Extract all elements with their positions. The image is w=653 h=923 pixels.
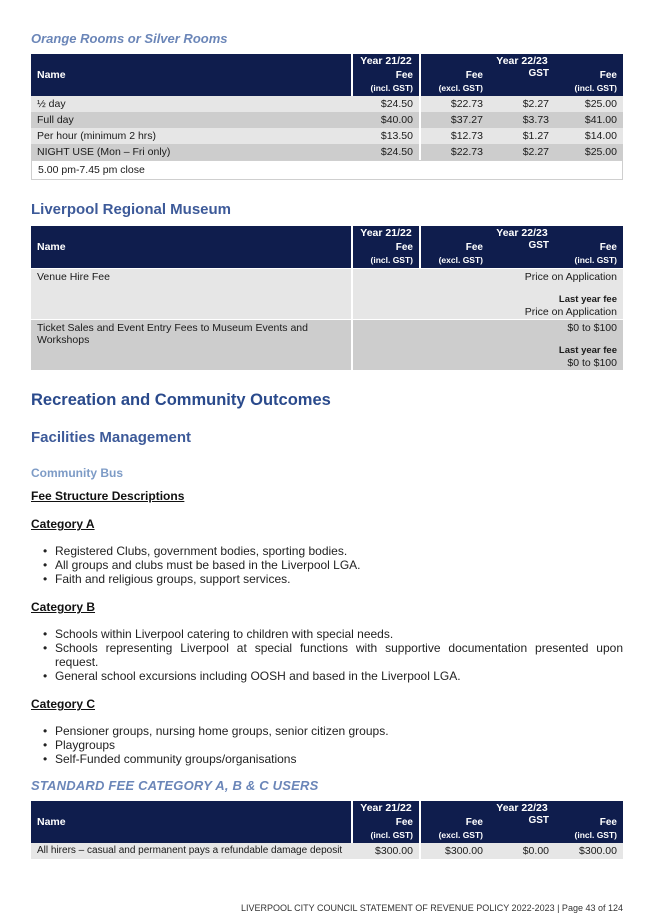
header-year-curr: Year 22/23 xyxy=(421,54,623,68)
row-gst: $1.27 xyxy=(489,128,555,144)
row-name: All hirers – casual and permanent pays a refundable damage deposit xyxy=(31,843,353,859)
header-fee-incl: Fee (incl. GST) xyxy=(555,68,623,96)
row-name: NIGHT USE (Mon – Fri only) xyxy=(31,144,353,160)
table-row xyxy=(31,320,623,370)
header-gst: GST xyxy=(489,240,555,268)
row-fee-incl: $41.00 xyxy=(555,112,623,128)
heading-recreation: Recreation and Community Outcomes xyxy=(31,391,331,409)
table-row xyxy=(31,128,623,144)
table-row xyxy=(31,96,623,112)
heading-facilities: Facilities Management xyxy=(31,429,192,446)
row-fee-excl: $12.73 xyxy=(421,128,489,144)
header-fee-incl: Fee (incl. GST) xyxy=(555,240,623,268)
header-year-curr: Year 22/23 xyxy=(421,226,623,240)
header-fee-prev: Fee (incl. GST) xyxy=(353,68,421,96)
row-fee-prev: $13.50 xyxy=(353,128,421,144)
category-c-list xyxy=(31,724,623,766)
section-title-orange-rooms: Orange Rooms or Silver Rooms xyxy=(31,31,228,46)
table-row xyxy=(31,112,623,128)
list-item: • Pensioner groups, nursing home groups, senior citizen groups. xyxy=(31,724,623,738)
row-gst: $3.73 xyxy=(489,112,555,128)
header-year-prev: Year 21/22 xyxy=(353,54,421,68)
header-name: Name xyxy=(31,226,353,268)
list-item: • General school excursions including OOSH and based in the Liverpool LGA. xyxy=(31,669,623,683)
row-value: Price on Application Last year fee Price on Application xyxy=(524,271,617,318)
header-name: Name xyxy=(31,801,353,843)
header-fee-prev: Fee (incl. GST) xyxy=(353,815,421,843)
header-year-prev: Year 21/22 xyxy=(353,801,421,815)
row-fee-incl: $14.00 xyxy=(555,128,623,144)
list-item: • All groups and clubs must be based in the Liverpool LGA. xyxy=(31,558,623,572)
row-name: ½ day xyxy=(31,96,353,112)
row-gst: $0.00 xyxy=(489,843,555,859)
fee-table-orange-rooms xyxy=(31,54,623,180)
page-footer: LIVERPOOL CITY COUNCIL STATEMENT OF REVENUE POLICY 2022-2023 | Page 43 of 124 xyxy=(241,903,623,913)
row-fee-excl: $300.00 xyxy=(421,843,489,859)
header-fee-prev: Fee (incl. GST) xyxy=(353,240,421,268)
header-fee-excl: Fee (excl. GST) xyxy=(421,68,489,96)
list-item: • Schools within Liverpool catering to children with special needs. xyxy=(31,627,623,641)
list-item: • Registered Clubs, government bodies, sporting bodies. xyxy=(31,544,623,558)
table-row xyxy=(31,144,623,160)
row-fee-excl: $37.27 xyxy=(421,112,489,128)
table-note: 5.00 pm-7.45 pm close xyxy=(31,160,623,180)
row-name: Venue Hire Fee xyxy=(37,271,110,283)
section-title-museum: Liverpool Regional Museum xyxy=(31,201,232,218)
category-b-title: Category B xyxy=(31,600,96,614)
table-row xyxy=(31,269,623,319)
category-a-title: Category A xyxy=(31,517,95,531)
row-name: Ticket Sales and Event Entry Fees to Museum Events and Workshops xyxy=(37,322,308,346)
header-year-curr: Year 22/23 xyxy=(421,801,623,815)
row-gst: $2.27 xyxy=(489,96,555,112)
header-fee-excl: Fee (excl. GST) xyxy=(421,815,489,843)
category-c-title: Category C xyxy=(31,697,96,711)
list-item: • Schools representing Liverpool at special functions with supportive documentation presented upon request. xyxy=(31,641,623,669)
header-fee-excl: Fee (excl. GST) xyxy=(421,240,489,268)
heading-community-bus: Community Bus xyxy=(31,466,124,480)
table-note-row xyxy=(31,160,623,180)
header-gst: GST xyxy=(489,68,555,96)
heading-fee-structure: Fee Structure Descriptions xyxy=(31,489,185,503)
row-fee-excl: $22.73 xyxy=(421,144,489,160)
row-fee-prev: $300.00 xyxy=(353,843,421,859)
row-value: $0 to $100 Last year fee $0 to $100 xyxy=(558,322,617,369)
row-fee-prev: $24.50 xyxy=(353,96,421,112)
list-item: • Faith and religious groups, support services. xyxy=(31,572,623,586)
section-title-standard-fee: STANDARD FEE CATEGORY A, B & C USERS xyxy=(31,778,319,793)
header-fee-incl: Fee (incl. GST) xyxy=(555,815,623,843)
header-year-prev: Year 21/22 xyxy=(353,226,421,240)
fee-table-standard xyxy=(31,801,623,859)
row-fee-prev: $24.50 xyxy=(353,144,421,160)
row-gst: $2.27 xyxy=(489,144,555,160)
header-name: Name xyxy=(31,54,353,96)
table-row xyxy=(31,843,623,859)
row-name: Per hour (minimum 2 hrs) xyxy=(31,128,353,144)
header-gst: GST xyxy=(489,815,555,843)
list-item: • Playgroups xyxy=(31,738,623,752)
row-name: Full day xyxy=(31,112,353,128)
row-fee-excl: $22.73 xyxy=(421,96,489,112)
category-b-list xyxy=(31,627,623,683)
row-fee-incl: $25.00 xyxy=(555,144,623,160)
category-a-list xyxy=(31,544,623,586)
row-fee-prev: $40.00 xyxy=(353,112,421,128)
fee-table-museum-header xyxy=(31,226,623,268)
row-fee-incl: $25.00 xyxy=(555,96,623,112)
list-item: • Self-Funded community groups/organisations xyxy=(31,752,623,766)
row-fee-incl: $300.00 xyxy=(555,843,623,859)
